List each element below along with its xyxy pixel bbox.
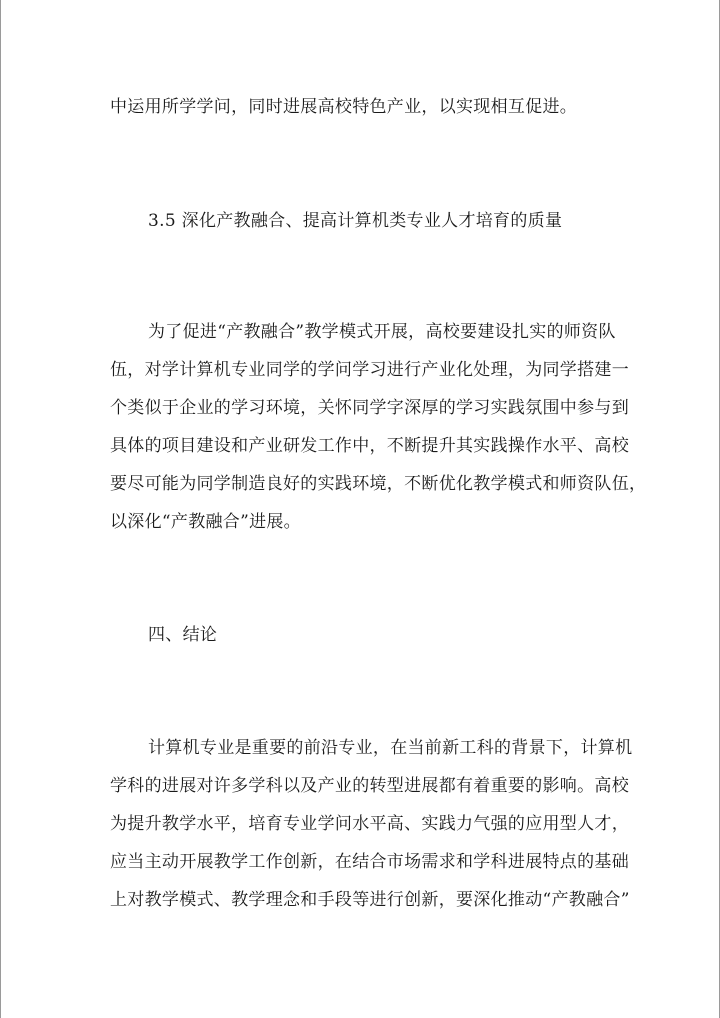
paragraph-line: 计算机专业是重要的前沿专业，在当前新工科的背景下，计算机: [148, 738, 633, 758]
paragraph-line: 要尽可能为同学制造良好的实践环境，不断优化教学模式和师资队伍，: [110, 474, 647, 494]
paragraph-line: 应当主动开展教学工作创新，在结合市场需求和学科进展特点的基础: [110, 852, 629, 872]
section-3-5-heading: 3.5 深化产教融合、提高计算机类专业人才培育的质量: [148, 211, 563, 231]
paragraph-line: 为提升教学水平，培育专业学问水平高、实践力气强的应用型人才，: [110, 814, 629, 834]
section-4-heading: 四、结论: [148, 625, 218, 645]
continuation-text: 中运用所学学问，同时进展高校特色产业，以实现相互促进。: [110, 97, 578, 117]
paragraph-line: 具体的项目建设和产业研发工作中，不断提升其实践操作水平、高校: [110, 436, 629, 456]
paragraph-line: 以深化“产教融合”进展。: [110, 512, 301, 532]
page-border-left: [0, 0, 1, 1018]
paragraph-line: 伍，对学计算机专业同学的学问学习进行产业化处理，为同学搭建一: [110, 360, 629, 380]
paragraph-line: 为了促进“产教融合”教学模式开展，高校要建设扎实的师资队: [148, 322, 616, 342]
paragraph-line: 上对教学模式、教学理念和手段等进行创新，要深化推动“产教融合”: [110, 890, 630, 910]
paragraph-line: 学科的进展对许多学科以及产业的转型进展都有着重要的影响。高校: [110, 776, 629, 796]
paragraph-line: 个类似于企业的学习环境，关怀同学字深厚的学习实践氛围中参与到: [110, 398, 629, 418]
